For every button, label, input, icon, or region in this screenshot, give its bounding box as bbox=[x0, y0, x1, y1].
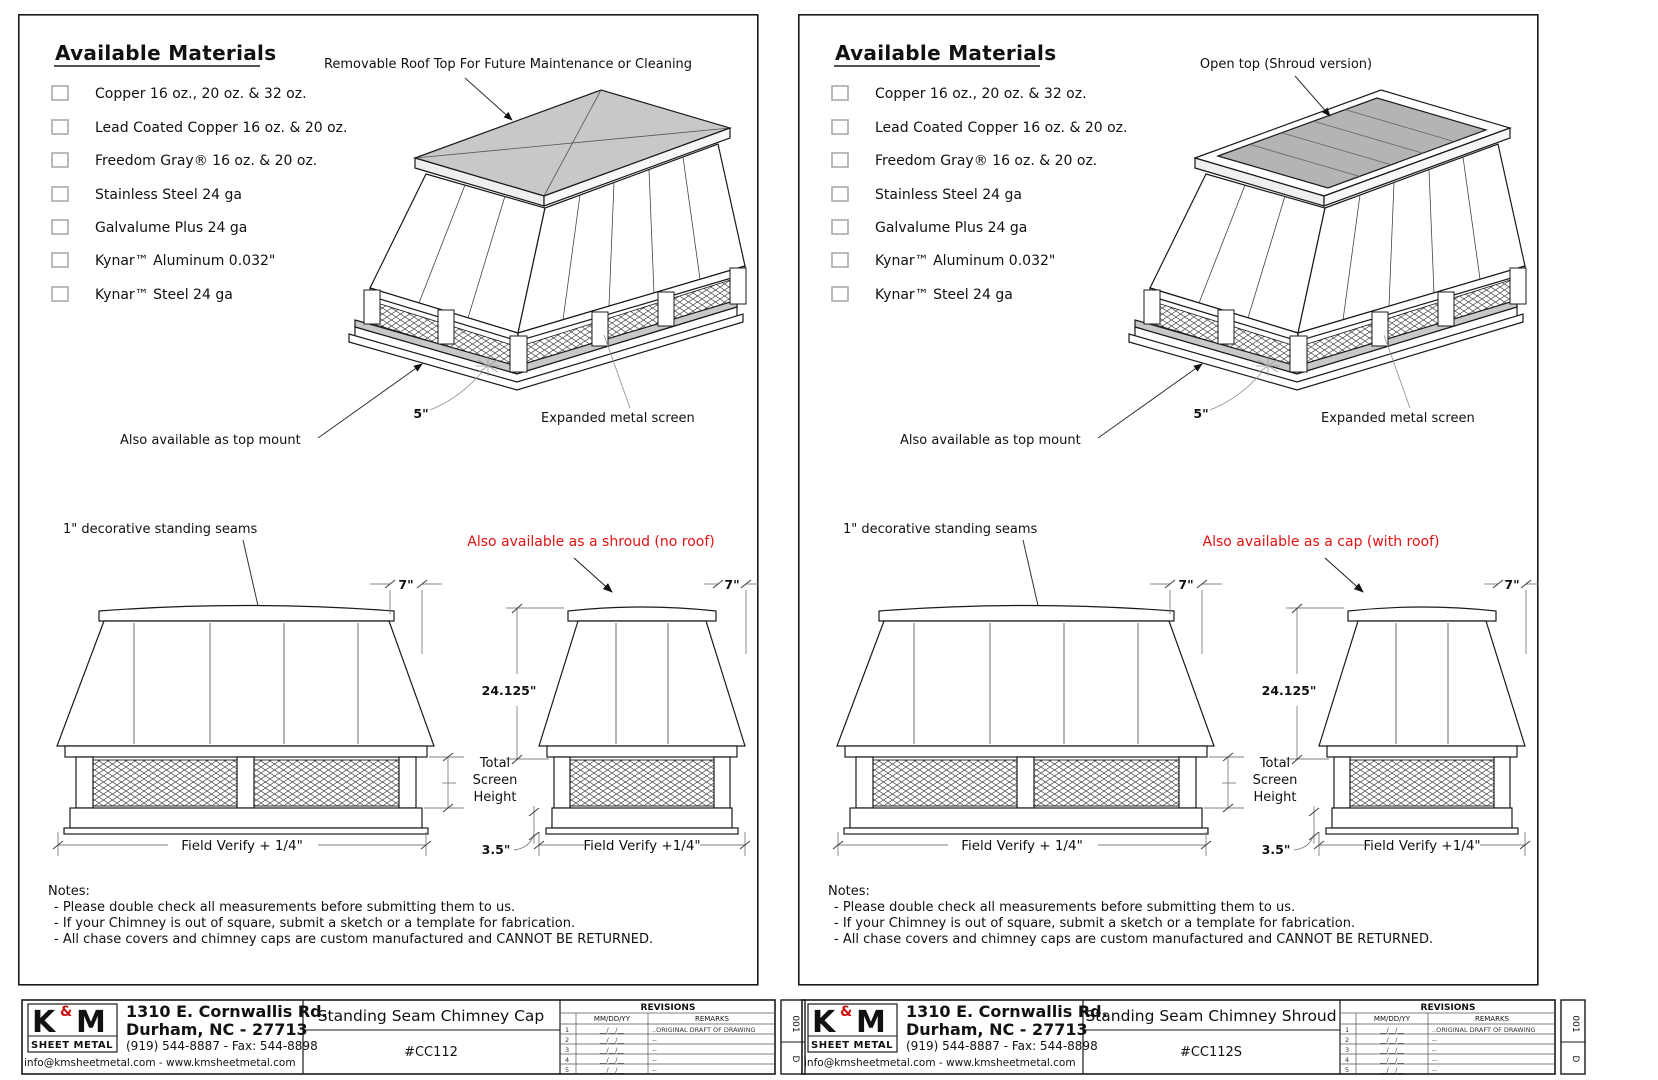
title-block bbox=[24, 1002, 800, 1074]
revisions-col-remarks: REMARKS bbox=[694, 1015, 730, 1023]
materials-list bbox=[52, 86, 347, 303]
material-checkbox[interactable] bbox=[832, 287, 848, 301]
rev-row-date: __/__/__ bbox=[1380, 1046, 1404, 1054]
rev-row-num: 4 bbox=[1345, 1056, 1350, 1064]
material-checkbox[interactable] bbox=[832, 187, 848, 201]
total-screen-height-label: Total bbox=[479, 756, 511, 771]
material-checkbox[interactable] bbox=[52, 86, 68, 100]
roof-label: Removable Roof Top For Future Maintenance or Cleaning bbox=[323, 57, 693, 72]
rev-row-date: __/__/__ bbox=[600, 1056, 624, 1064]
material-checkbox[interactable] bbox=[52, 153, 68, 167]
screen-label: Expanded metal screen bbox=[1321, 411, 1475, 426]
rev-row-remark: -- bbox=[1432, 1046, 1437, 1054]
rev-row-remark: -- bbox=[1432, 1056, 1437, 1064]
rev-row-num: 2 bbox=[565, 1036, 570, 1044]
field-verify-right: Field Verify +1/4" bbox=[583, 838, 701, 854]
material-label: Copper 16 oz., 20 oz. & 32 oz. bbox=[875, 86, 1087, 102]
company-address2: Durham, NC - 27713 bbox=[126, 1020, 308, 1039]
note-line: - Please double check all measurements before submitting them to us. bbox=[54, 900, 516, 915]
material-label: Kynar™ Aluminum 0.032" bbox=[95, 253, 276, 269]
dim-3-5: 3.5" bbox=[1261, 842, 1291, 857]
sheet-code-top: 001 bbox=[1570, 1015, 1580, 1033]
note-line: - All chase covers and chimney caps are custom manufactured and CANNOT BE RETURNED. bbox=[54, 932, 654, 947]
sheet-code-bottom: D bbox=[1570, 1055, 1580, 1063]
rev-row-num: 4 bbox=[565, 1056, 570, 1064]
materials-heading: Available Materials bbox=[835, 41, 1057, 65]
rev-row-num: 5 bbox=[1345, 1066, 1350, 1074]
cap-drawing-svg bbox=[18, 14, 808, 1076]
top-mount-leader bbox=[1098, 364, 1202, 438]
company-web: info@kmsheetmetal.com - www.kmsheetmetal.com bbox=[24, 1057, 296, 1069]
material-label: Kynar™ Aluminum 0.032" bbox=[875, 253, 1056, 269]
notes-title: Notes: bbox=[828, 884, 870, 899]
material-label: Galvalume Plus 24 ga bbox=[875, 220, 1028, 236]
rev-row-num: 1 bbox=[1345, 1026, 1350, 1034]
revisions-title: REVISIONS bbox=[1420, 1003, 1476, 1013]
materials-list bbox=[832, 86, 1127, 303]
rev-row-remark: -- bbox=[652, 1056, 657, 1064]
five-inch-dim: 5" bbox=[1193, 406, 1209, 421]
company-address1: 1310 E. Cornwallis Rd. bbox=[906, 1002, 1108, 1021]
logo-letter-m: M bbox=[856, 1005, 885, 1040]
rev-row-date: __/__/__ bbox=[1380, 1066, 1404, 1074]
top-mount-label: Also available as top mount bbox=[120, 433, 301, 448]
logo-letter-m: M bbox=[76, 1005, 105, 1040]
company-address2: Durham, NC - 27713 bbox=[906, 1020, 1088, 1039]
drawing-number: #CC112 bbox=[404, 1045, 458, 1060]
roof-leader bbox=[465, 78, 512, 120]
material-checkbox[interactable] bbox=[832, 220, 848, 234]
revisions-title: REVISIONS bbox=[640, 1003, 696, 1013]
drawing-number: #CC112S bbox=[1179, 1045, 1243, 1060]
top-mount-label: Also available as top mount bbox=[900, 433, 1081, 448]
material-checkbox[interactable] bbox=[52, 187, 68, 201]
revisions-col-remarks: REMARKS bbox=[1474, 1015, 1510, 1023]
five-inch-dim: 5" bbox=[413, 406, 429, 421]
material-checkbox[interactable] bbox=[832, 86, 848, 100]
dim-7-right: 7" bbox=[724, 577, 740, 592]
rev-row-remark: ..ORIGINAL DRAFT OF DRAWING bbox=[1432, 1026, 1536, 1034]
material-label: Freedom Gray® 16 oz. & 20 oz. bbox=[875, 153, 1098, 169]
total-screen-height-label: Screen bbox=[472, 773, 518, 788]
rev-row-date: __/__/__ bbox=[600, 1026, 624, 1034]
dim-3-5: 3.5" bbox=[481, 842, 511, 857]
logo-subtitle: SHEET METAL bbox=[31, 1040, 113, 1051]
material-label: Lead Coated Copper 16 oz. & 20 oz. bbox=[95, 120, 348, 136]
rev-row-date: __/__/__ bbox=[1380, 1026, 1404, 1034]
dim-7-right: 7" bbox=[1504, 577, 1520, 592]
rev-row-remark: -- bbox=[1432, 1036, 1437, 1044]
rev-row-remark: ..ORIGINAL DRAFT OF DRAWING bbox=[652, 1026, 756, 1034]
notes-block bbox=[48, 884, 653, 947]
notes-block bbox=[828, 884, 1433, 947]
material-checkbox[interactable] bbox=[52, 120, 68, 134]
material-label: Stainless Steel 24 ga bbox=[875, 187, 1022, 203]
logo-subtitle: SHEET METAL bbox=[811, 1040, 893, 1051]
side-elevation bbox=[506, 580, 758, 856]
red-note-leader bbox=[1325, 558, 1363, 592]
rev-row-num: 1 bbox=[565, 1026, 570, 1034]
sheet-code-top: 001 bbox=[790, 1015, 800, 1033]
revisions-rows bbox=[565, 1026, 756, 1074]
rev-row-date: __/__/__ bbox=[600, 1036, 624, 1044]
material-label: Freedom Gray® 16 oz. & 20 oz. bbox=[95, 153, 318, 169]
revisions-col-date: MM/DD/YY bbox=[1373, 1015, 1411, 1023]
material-label: Lead Coated Copper 16 oz. & 20 oz. bbox=[875, 120, 1128, 136]
rev-row-remark: -- bbox=[652, 1066, 657, 1074]
total-screen-height-label: Height bbox=[473, 790, 517, 805]
rev-row-num: 5 bbox=[565, 1066, 570, 1074]
title-block bbox=[804, 1002, 1580, 1074]
dim-24-125: 24.125" bbox=[481, 683, 537, 698]
company-web: info@kmsheetmetal.com - www.kmsheetmetal.com bbox=[804, 1057, 1076, 1069]
open-top-leader bbox=[1295, 76, 1330, 116]
company-address1: 1310 E. Cornwallis Rd. bbox=[126, 1002, 328, 1021]
notes-title: Notes: bbox=[48, 884, 90, 899]
front-elevation bbox=[833, 580, 1244, 856]
field-verify-left: Field Verify + 1/4" bbox=[961, 838, 1083, 854]
drawing-title: Standing Seam Chimney Shroud bbox=[1085, 1007, 1337, 1025]
company-phone: (919) 544-8887 - Fax: 544-8898 bbox=[906, 1039, 1098, 1053]
material-checkbox[interactable] bbox=[832, 153, 848, 167]
open-top-label: Open top (Shroud version) bbox=[1199, 57, 1373, 72]
rev-row-date: __/__/__ bbox=[1380, 1036, 1404, 1044]
total-screen-height-label: Screen bbox=[1252, 773, 1298, 788]
red-variant-note: Also available as a shroud (no roof) bbox=[467, 534, 715, 550]
rev-row-date: __/__/__ bbox=[1380, 1056, 1404, 1064]
front-elevation bbox=[53, 580, 464, 856]
shroud-drawing-svg bbox=[798, 14, 1588, 1076]
logo-letter-k: K bbox=[32, 1005, 55, 1040]
panel-chimney-shroud bbox=[798, 14, 1588, 1080]
rev-row-date: __/__/__ bbox=[600, 1066, 624, 1074]
material-label: Galvalume Plus 24 ga bbox=[95, 220, 248, 236]
revisions-rows bbox=[1345, 1026, 1536, 1074]
note-line: - All chase covers and chimney caps are custom manufactured and CANNOT BE RETURNED. bbox=[834, 932, 1434, 947]
dim-7-left: 7" bbox=[398, 577, 414, 592]
material-checkbox[interactable] bbox=[52, 253, 68, 267]
panel-chimney-cap bbox=[18, 14, 808, 1080]
material-label: Stainless Steel 24 ga bbox=[95, 187, 242, 203]
total-screen-height-label: Height bbox=[1253, 790, 1297, 805]
note-line: - If your Chimney is out of square, submit a sketch or a template for fabrication. bbox=[54, 916, 576, 931]
material-label: Copper 16 oz., 20 oz. & 32 oz. bbox=[95, 86, 307, 102]
logo-letter-k: K bbox=[812, 1005, 835, 1040]
logo-ampersand: & bbox=[840, 1004, 853, 1020]
screen-label: Expanded metal screen bbox=[541, 411, 695, 426]
material-checkbox[interactable] bbox=[52, 287, 68, 301]
side-elevation bbox=[1286, 580, 1538, 856]
material-checkbox[interactable] bbox=[832, 120, 848, 134]
company-phone: (919) 544-8887 - Fax: 544-8898 bbox=[126, 1039, 318, 1053]
seams-label: 1" decorative standing seams bbox=[843, 522, 1038, 537]
dim-7-left: 7" bbox=[1178, 577, 1194, 592]
top-mount-leader bbox=[318, 364, 422, 438]
revisions-col-date: MM/DD/YY bbox=[593, 1015, 631, 1023]
rev-row-remark: -- bbox=[1432, 1066, 1437, 1074]
material-checkbox[interactable] bbox=[52, 220, 68, 234]
red-note-leader bbox=[574, 558, 612, 592]
seams-label: 1" decorative standing seams bbox=[63, 522, 258, 537]
material-checkbox[interactable] bbox=[832, 253, 848, 267]
field-verify-right: Field Verify +1/4" bbox=[1363, 838, 1481, 854]
drawing-title: Standing Seam Chimney Cap bbox=[317, 1007, 545, 1025]
rev-row-num: 3 bbox=[1345, 1046, 1350, 1054]
rev-row-remark: -- bbox=[652, 1046, 657, 1054]
total-screen-height-label: Total bbox=[1259, 756, 1291, 771]
red-variant-note: Also available as a cap (with roof) bbox=[1202, 534, 1440, 550]
dim-24-125: 24.125" bbox=[1261, 683, 1317, 698]
rev-row-date: __/__/__ bbox=[600, 1046, 624, 1054]
rev-row-num: 3 bbox=[565, 1046, 570, 1054]
note-line: - Please double check all measurements before submitting them to us. bbox=[834, 900, 1296, 915]
field-verify-left: Field Verify + 1/4" bbox=[181, 838, 303, 854]
rev-row-remark: -- bbox=[652, 1036, 657, 1044]
material-label: Kynar™ Steel 24 ga bbox=[95, 287, 233, 303]
note-line: - If your Chimney is out of square, submit a sketch or a template for fabrication. bbox=[834, 916, 1356, 931]
materials-heading: Available Materials bbox=[55, 41, 277, 65]
rev-row-num: 2 bbox=[1345, 1036, 1350, 1044]
sheet-code-bottom: D bbox=[790, 1055, 800, 1063]
logo-ampersand: & bbox=[60, 1004, 73, 1020]
material-label: Kynar™ Steel 24 ga bbox=[875, 287, 1013, 303]
